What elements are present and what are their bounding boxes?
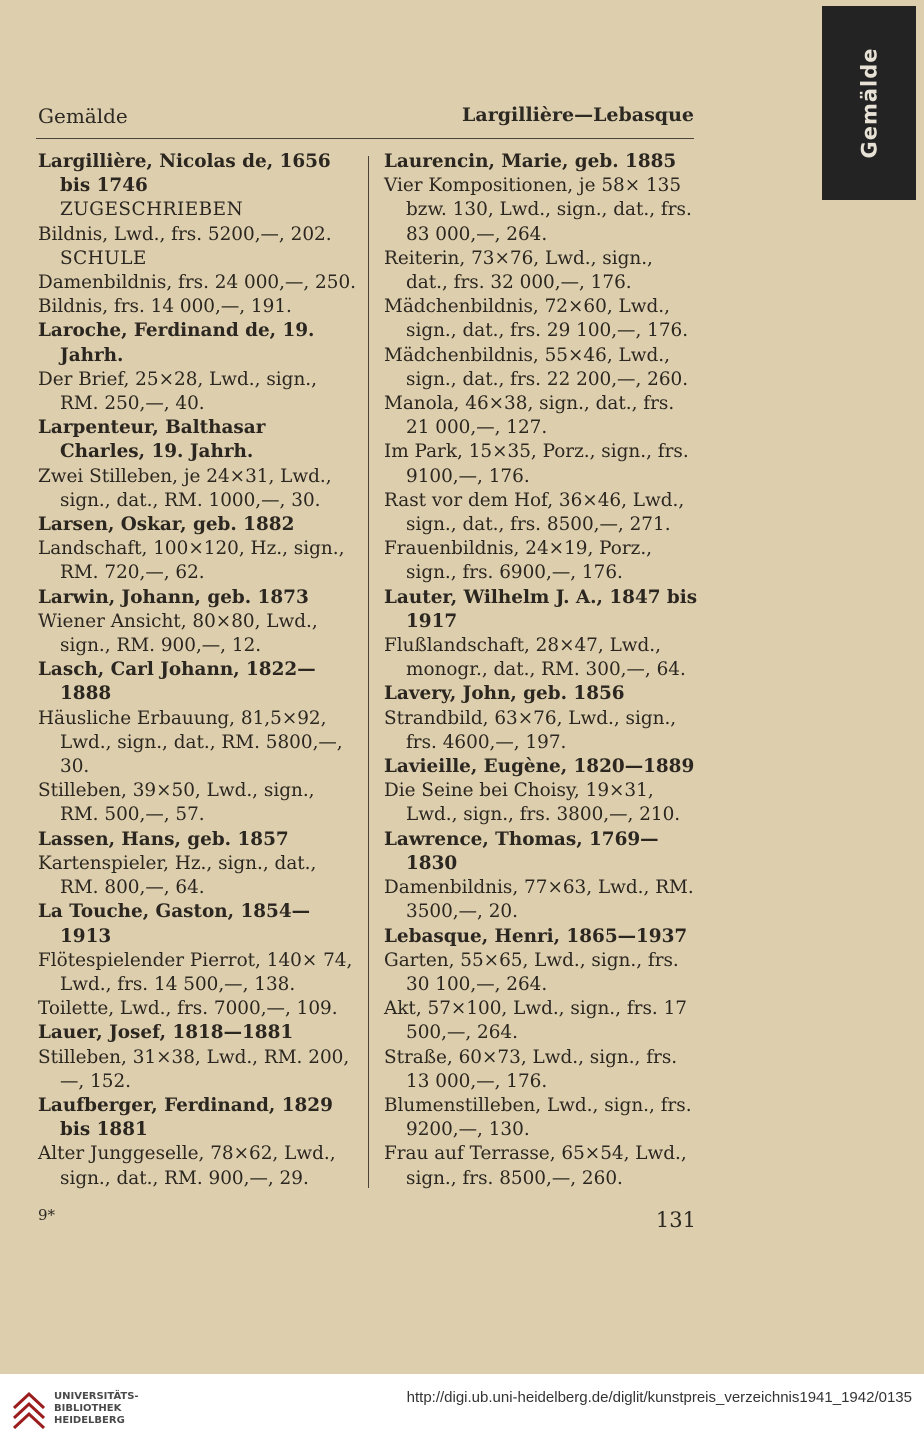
- artwork-line: Bildnis, Lwd., frs. 5200,—, 202.: [38, 223, 332, 245]
- artwork-line: Häusliche Erbauung, 81,5×92, Lwd., sign., dat., RM. 5800,—, 30.: [38, 707, 343, 778]
- viewer-footer-bar: [0, 1374, 924, 1444]
- artwork-line: Stilleben, 39×50, Lwd., sign., RM. 500,—, 57.: [38, 780, 315, 826]
- catalog-entry: [38, 150, 356, 319]
- library-logo-icon: [10, 1388, 48, 1432]
- catalog-entry: [384, 828, 698, 925]
- artwork-line: Wiener Ansicht, 80×80, Lwd., sign., RM. 900,—, 12.: [38, 610, 318, 657]
- artist-name: Lawrence, Thomas, 1769—1830: [384, 828, 659, 874]
- attribution-heading: SCHULE: [60, 247, 147, 269]
- artist-name: Larsen, Oskar, geb. 1882: [38, 514, 295, 536]
- artist-name: La Touche, Gaston, 1854—1913: [38, 901, 311, 947]
- signature-mark: 9*: [38, 1206, 56, 1224]
- artwork-line: Damenbildnis, frs. 24 000,—, 250.: [38, 272, 356, 294]
- artist-name: Laufberger, Ferdinand, 1829 bis 1881: [38, 1094, 333, 1141]
- catalog-entry: [38, 900, 356, 1021]
- artwork-line: Zwei Stilleben, je 24×31, Lwd., sign., dat., RM. 1000,—, 30.: [38, 465, 332, 511]
- artwork-line: Mädchenbildnis, 72×60, Lwd., sign., dat., frs. 29 100,—, 176.: [384, 296, 689, 342]
- artwork-line: Landschaft, 100×120, Hz., sign., RM. 720,—, 62.: [38, 538, 345, 584]
- artwork-line: Blumenstilleben, Lwd., sign., frs. 9200,—, 130.: [384, 1094, 692, 1141]
- catalog-entry: [384, 925, 698, 1191]
- artwork-line: Frauenbildnis, 24×19, Porz., sign., frs. 6900,—, 176.: [384, 538, 653, 584]
- artist-name: Larpenteur, Balthasar Charles, 19. Jahrh.: [38, 417, 266, 463]
- catalog-entry: [38, 586, 356, 659]
- artist-name: Larwin, Johann, geb. 1873: [38, 586, 309, 608]
- artist-name: Lassen, Hans, geb. 1857: [38, 828, 289, 850]
- artwork-line: Akt, 57×100, Lwd., sign., frs. 17 500,—, 264.: [384, 998, 687, 1044]
- artwork-line: Vier Kompositionen, je 58× 135 bzw. 130, Lwd., sign., dat., frs. 83 000,—, 264.: [384, 175, 692, 245]
- catalog-entry: [38, 658, 356, 827]
- artist-name: Lauer, Josef, 1818—1881: [38, 1022, 294, 1044]
- library-name: [54, 1391, 139, 1427]
- running-header-left: Gemälde: [38, 104, 128, 128]
- permalink-url[interactable]: http://digi.ub.uni-heidelberg.de/diglit/kunstpreis_verzeichnis1941_1942/0135: [406, 1389, 912, 1406]
- running-header-right: Largillière—Lebasque: [462, 104, 694, 126]
- artwork-line: Mädchenbildnis, 55×46, Lwd., sign., dat., frs. 22 200,—, 260.: [384, 344, 689, 390]
- catalog-entry: [384, 586, 698, 683]
- catalog-entry: [384, 755, 698, 828]
- artwork-line: Frau auf Terrasse, 65×54, Lwd., sign., frs. 8500,—, 260.: [384, 1143, 687, 1189]
- catalog-entry: [384, 150, 698, 586]
- catalog-entry: [384, 682, 698, 755]
- header-rule: [36, 138, 694, 139]
- catalog-entry: [38, 416, 356, 513]
- artwork-line: Toilette, Lwd., frs. 7000,—, 109.: [38, 998, 338, 1020]
- library-name-line: UNIVERSITÄTS-: [54, 1391, 139, 1402]
- attribution-heading: ZUGESCHRIEBEN: [60, 199, 244, 221]
- artwork-line: Kartenspieler, Hz., sign., dat., RM. 800,—, 64.: [38, 852, 317, 899]
- artwork-line: Flötespielender Pierrot, 140× 74, Lwd., frs. 14 500,—, 138.: [38, 949, 353, 995]
- artist-name: Largillière, Nicolas de, 1656 bis 1746: [38, 151, 331, 197]
- artist-name: Lebasque, Henri, 1865—1937: [384, 925, 688, 947]
- section-tab-label: Gemälde: [857, 47, 882, 159]
- left-column: [38, 150, 356, 1191]
- artwork-line: Im Park, 15×35, Porz., sign., frs. 9100,—, 176.: [384, 441, 689, 487]
- catalog-entry: [38, 513, 356, 586]
- library-name-line: HEIDELBERG: [54, 1415, 125, 1426]
- library-name-line: BIBLIOTHEK: [54, 1403, 122, 1414]
- artwork-line: Garten, 55×65, Lwd., sign., frs. 30 100,—, 264.: [384, 949, 679, 995]
- artwork-line: Die Seine bei Choisy, 19×31, Lwd., sign., frs. 3800,—, 210.: [384, 780, 681, 826]
- artist-name: Lauter, Wilhelm J. A., 1847 bis 1917: [384, 586, 698, 632]
- artwork-line: Reiterin, 73×76, Lwd., sign., dat., frs. 32 000,—, 176.: [384, 247, 653, 294]
- artwork-line: Bildnis, frs. 14 000,—, 191.: [38, 296, 292, 318]
- catalog-entry: [38, 828, 356, 901]
- artwork-line: Der Brief, 25×28, Lwd., sign., RM. 250,—, 40.: [38, 368, 317, 415]
- artwork-line: Strandbild, 63×76, Lwd., sign., frs. 4600,—, 197.: [384, 707, 677, 753]
- column-divider: [368, 156, 369, 1188]
- artist-name: Laurencin, Marie, geb. 1885: [384, 151, 677, 172]
- artwork-line: Damenbildnis, 77×63, Lwd., RM. 3500,—, 20.: [384, 877, 694, 923]
- catalog-entry: [38, 1021, 356, 1094]
- right-column: [384, 150, 698, 1191]
- catalog-entry: [38, 1094, 356, 1191]
- page-number: 131: [655, 1208, 696, 1232]
- artist-name: Lavieille, Eugène, 1820—1889: [384, 756, 695, 778]
- catalog-entry: [38, 319, 356, 416]
- artwork-line: Alter Junggeselle, 78×62, Lwd., sign., dat., RM. 900,—, 29.: [38, 1143, 336, 1189]
- artwork-line: Flußlandschaft, 28×47, Lwd., monogr., dat., RM. 300,—, 64.: [384, 635, 686, 681]
- artist-name: Lasch, Carl Johann, 1822—1888: [38, 659, 316, 705]
- artwork-line: Manola, 46×38, sign., dat., frs. 21 000,—, 127.: [384, 393, 675, 439]
- artwork-line: Rast vor dem Hof, 36×46, Lwd., sign., dat., frs. 8500,—, 271.: [384, 489, 685, 536]
- section-tab: [822, 6, 916, 200]
- artwork-line: Stilleben, 31×38, Lwd., RM. 200,—, 152.: [38, 1046, 350, 1092]
- artist-name: Laroche, Ferdinand de, 19. Jahrh.: [38, 320, 315, 366]
- artwork-line: Straße, 60×73, Lwd., sign., frs. 13 000,—, 176.: [384, 1046, 678, 1092]
- artist-name: Lavery, John, geb. 1856: [384, 683, 625, 705]
